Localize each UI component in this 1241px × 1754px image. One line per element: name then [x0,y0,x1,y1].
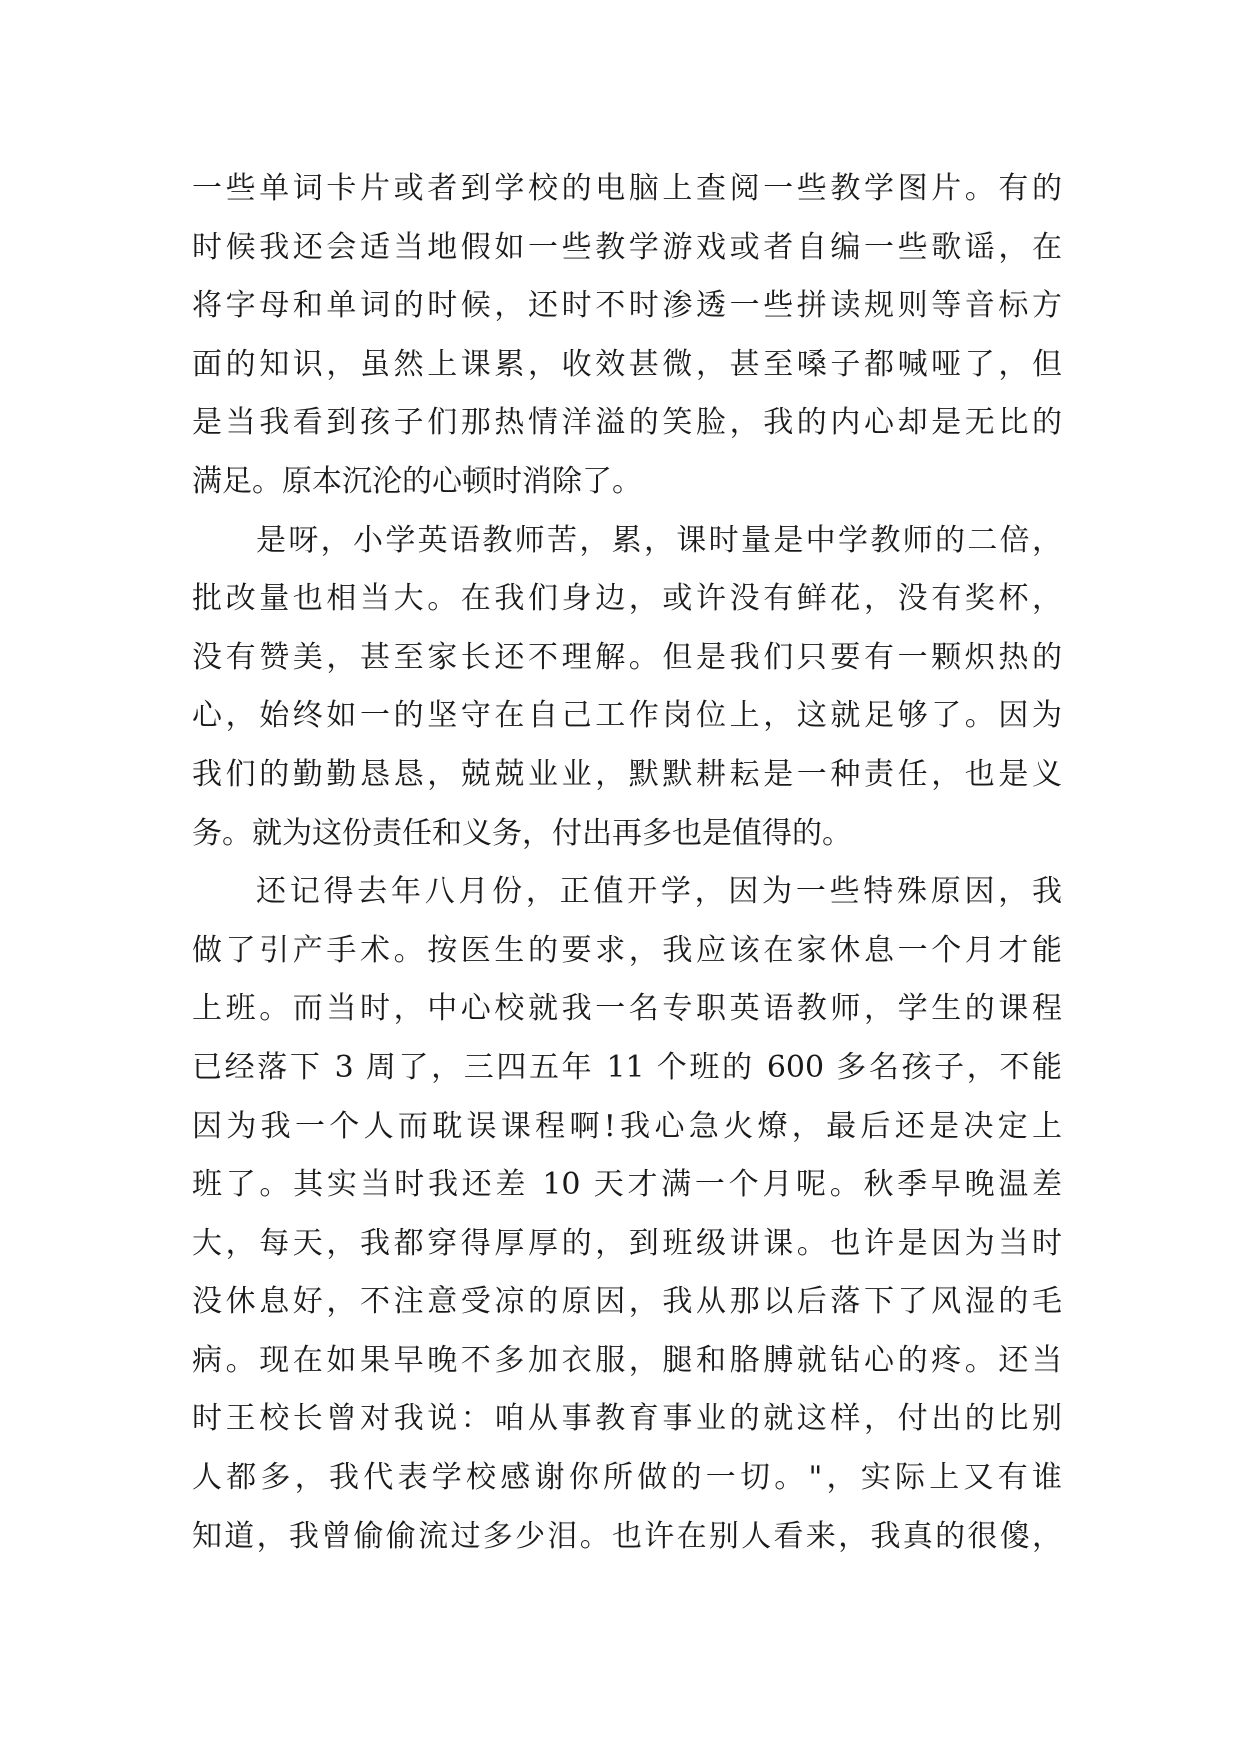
text-line: 人都多，我代表学校感谢你所做的一切。"，实际上又有谁 [192,1460,1062,1496]
text-line: 班了。其实当时我还差 10 天才满一个月呢。秋季早晚温差 [192,1167,1062,1203]
text-line: 大，每天，我都穿得厚厚的，到班级讲课。也许是因为当时 [192,1225,1062,1261]
text-line: 病。现在如果早晚不多加衣服，腿和胳膊就钻心的疼。还当 [192,1342,1062,1378]
text-line: 面的知识，虽然上课累，收效甚微，甚至嗓子都喊哑了，但 [192,346,1062,382]
text-line: 已经落下 3 周了，三四五年 11 个班的 600 多名孩子，不能 [192,1049,1062,1085]
text-line: 时候我还会适当地假如一些教学游戏或者自编一些歌谣，在 [192,229,1062,265]
body-text [192,160,1062,1566]
text-line: 是呀，小学英语教师苦，累，课时量是中学教师的二倍， [256,522,1062,558]
text-line: 没有赞美，甚至家长还不理解。但是我们只要有一颗炽热的 [192,639,1062,675]
text-line: 务。就为这份责任和义务，付出再多也是值得的。 [192,815,852,851]
text-line: 一些单词卡片或者到学校的电脑上查阅一些教学图片。有的 [192,171,1062,206]
text-line: 没休息好，不注意受凉的原因，我从那以后落下了风湿的毛 [192,1284,1062,1320]
text-line: 我们的勤勤恳恳，兢兢业业，默默耕耘是一种责任，也是义 [192,756,1062,792]
text-line: 批改量也相当大。在我们身边，或许没有鲜花，没有奖杯， [192,581,1062,617]
text-line: 做了引产手术。按医生的要求，我应该在家休息一个月才能 [192,932,1062,968]
text-line: 将字母和单词的时候，还时不时渗透一些拼读规则等音标方 [192,288,1062,324]
text-line: 知道，我曾偷偷流过多少泪。也许在别人看来，我真的很傻， [192,1518,1062,1554]
text-line: 时王校长曾对我说：咱从事教育事业的就这样，付出的比别 [192,1401,1062,1437]
text-line: 还记得去年八月份，正值开学，因为一些特殊原因，我 [256,874,1062,910]
text-line: 因为我一个人而耽误课程啊!我心急火燎，最后还是决定上 [192,1108,1062,1144]
text-line: 上班。而当时，中心校就我一名专职英语教师，学生的课程 [192,991,1062,1027]
text-line: 心，始终如一的坚守在自己工作岗位上，这就足够了。因为 [192,698,1062,734]
text-line: 是当我看到孩子们那热情洋溢的笑脸，我的内心却是无比的 [192,405,1062,441]
text-line: 满足。原本沉沦的心顿时消除了。 [192,463,642,499]
